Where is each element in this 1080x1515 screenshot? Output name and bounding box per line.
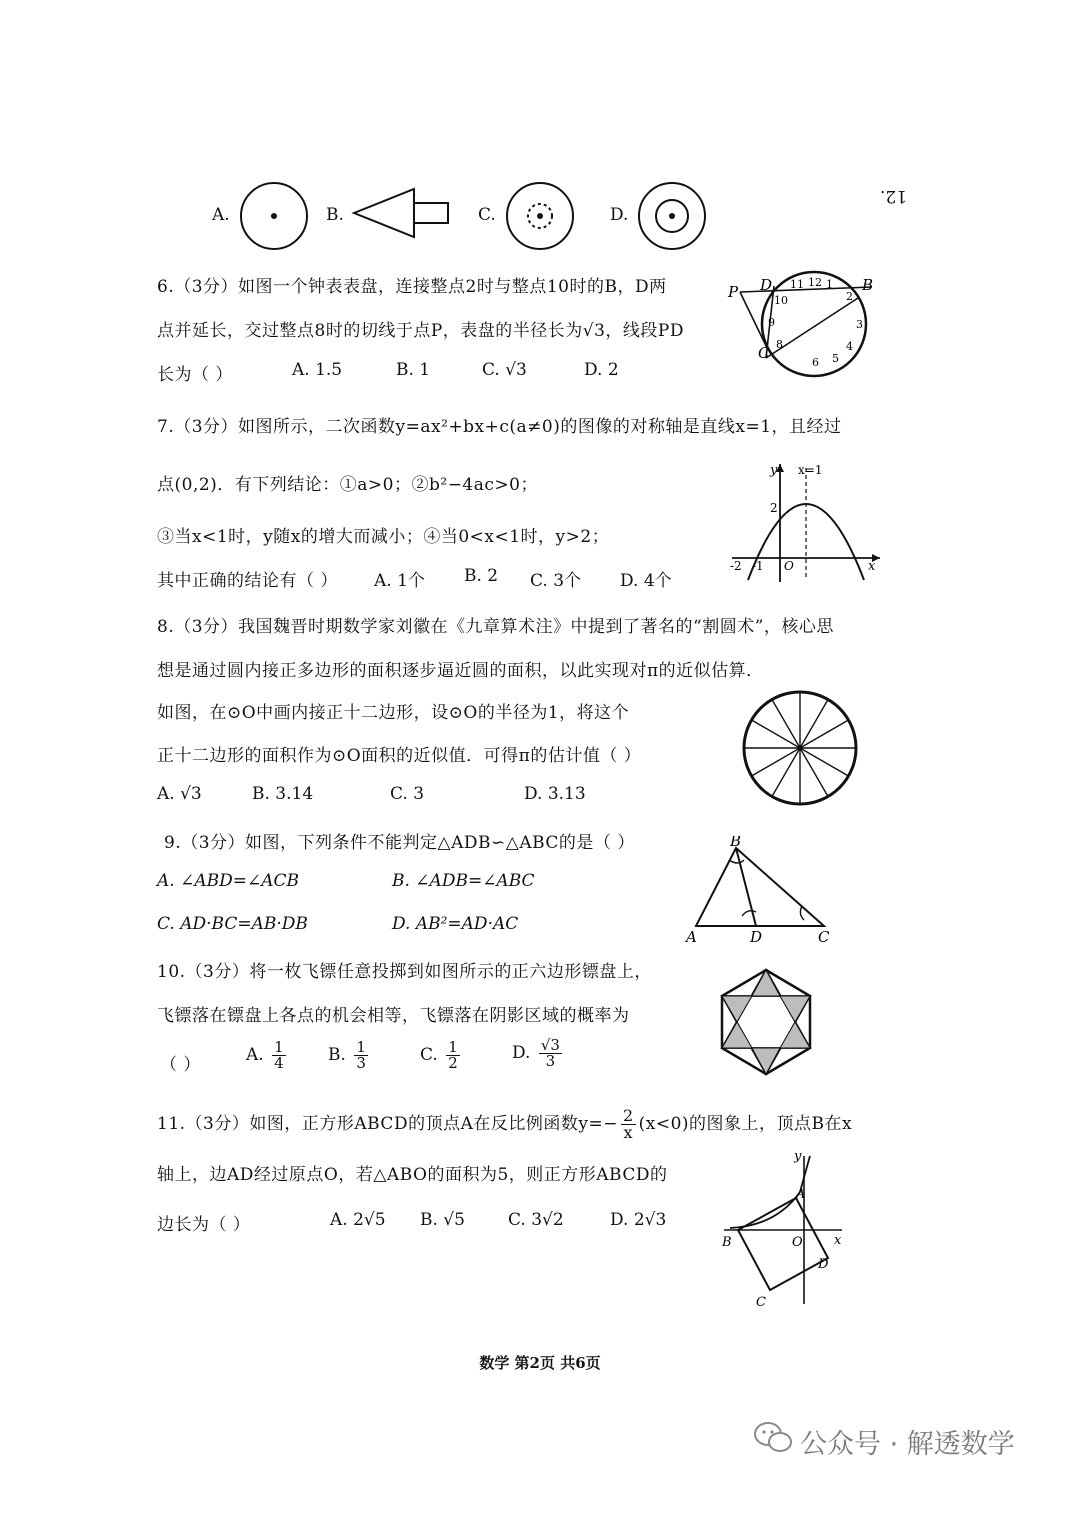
page-mark: 12.: [880, 186, 908, 206]
q6-num-10: 10: [774, 294, 788, 307]
wechat-icon: [752, 1420, 796, 1454]
q9-option-c: C. AD·BC=AB·DB: [157, 914, 308, 934]
option-a-label: A.: [212, 205, 230, 225]
q9-option-b: B. ∠ADB=∠ABC: [392, 871, 535, 891]
q10-stem-end: （ ）: [160, 1055, 201, 1075]
q11-option-b: B. √5: [420, 1210, 465, 1230]
q11-label-a: A: [796, 1187, 806, 1202]
q11-label-o: O: [792, 1235, 803, 1250]
q6-num-11: 11: [790, 278, 804, 291]
q9-label-b: B: [730, 836, 742, 850]
q9-option-a: A. ∠ABD=∠ACB: [157, 871, 299, 891]
q6-num-2: 2: [846, 290, 853, 303]
q7-line4: 其中正确的结论有（ ）: [157, 571, 338, 591]
q6-num-9: 9: [768, 316, 775, 329]
option-a-figure: [238, 180, 310, 252]
q8-option-a: A. √3: [157, 784, 202, 804]
q10-hexagon-figure: [716, 966, 816, 1078]
q11-line3: 边长为（ ）: [157, 1215, 251, 1235]
q10-line1: 10.（3分）将一枚飞镖任意投掷到如图所示的正六边形镖盘上，: [157, 962, 652, 982]
q8-line2: 想是通过圆内接正多边形的面积逐步逼近圆的面积，以此实现对π的近似估算．: [157, 661, 764, 681]
q8-line4: 正十二边形的面积作为⊙O面积的近似值．可得π的估计值（ ）: [157, 746, 642, 766]
q10-option-b: B. $\frac{1}{3}$: [328, 1038, 366, 1072]
q9-triangle-figure: [684, 836, 834, 946]
q8-option-c: C. 3: [390, 784, 425, 804]
q6-clock-figure: [726, 262, 876, 382]
q11-label-b: B: [722, 1235, 732, 1250]
q7-line2: 点(0,2)．有下列结论：①a>0；②b²−4ac>0；: [157, 475, 538, 495]
q9-line1: 9.（3分）如图，下列条件不能判定△ADB∽△ABC的是（ ）: [164, 833, 635, 853]
q6-option-a: A. 1.5: [292, 360, 343, 380]
q6-num-8: 8: [776, 338, 783, 351]
q11-label-x: x: [834, 1233, 842, 1248]
q7-label-axis: x=1: [798, 463, 823, 477]
q6-label-d: D: [760, 276, 773, 294]
q6-num-1: 1: [826, 278, 833, 291]
q7-label-x: x: [868, 559, 876, 574]
q7-option-b: B. 2: [464, 566, 499, 586]
q6-num-6: 6: [812, 356, 819, 369]
option-d-label: D.: [610, 205, 629, 225]
q9-label-c: C: [818, 928, 830, 946]
q6-label-p: P: [728, 283, 739, 301]
page-footer: 数学 第2页 共6页: [479, 1354, 601, 1372]
q7-label-m2: -2: [730, 559, 742, 573]
q6-option-b: B. 1: [396, 360, 431, 380]
q7-label-o: O: [784, 559, 794, 573]
q6-stem-end: 长为（ ）: [157, 365, 233, 385]
option-b-label: B.: [326, 205, 344, 225]
q7-line1: 7.（3分）如图所示，二次函数y=ax²+bx+c(a≠0)的图像的对称轴是直线x=1，且经过: [157, 417, 842, 437]
q10-option-c: C. $\frac{1}{2}$: [420, 1038, 458, 1072]
q7-line3: ③当x<1时，y随x的增大而减小；④当0<x<1时，y>2；: [157, 527, 610, 547]
q6-num-4: 4: [846, 340, 853, 353]
q9-label-d: D: [750, 928, 763, 946]
q9-label-a: A: [686, 928, 697, 946]
q8-dodecagon-figure: [740, 688, 860, 808]
q6-line1: 6.（3分）如图一个钟表表盘，连接整点2时与整点10时的B，D两: [157, 277, 667, 297]
q8-line3: 如图，在⊙O中画内接正十二边形，设⊙O的半径为1，将这个: [157, 703, 630, 723]
q11-line1: 11.（3分）如图，正方形ABCD的顶点A在反比例函数y=− $\frac{2}{x}$ (x<0)的图象上，顶点B在x: [157, 1106, 853, 1142]
q11-line2: 轴上，边AD经过原点O，若△ABO的面积为5，则正方形ABCD的: [157, 1165, 668, 1185]
q10-line2: 飞镖落在镖盘上各点的机会相等，飞镖落在阴影区域的概率为: [157, 1006, 630, 1026]
q6-num-12: 12: [808, 276, 822, 289]
q11-label-y: y: [794, 1150, 802, 1164]
watermark: 公众号 · 解透数学: [800, 1429, 1015, 1460]
q7-option-c: C. 3个: [530, 571, 582, 591]
option-d-figure: [636, 180, 708, 252]
q6-num-3: 3: [856, 318, 863, 331]
q7-label-y: y: [770, 463, 778, 478]
q10-option-a: A. $\frac{1}{4}$: [246, 1038, 284, 1072]
q11-square-figure: [716, 1150, 846, 1310]
q8-option-d: D. 3.13: [524, 784, 586, 804]
q6-label-b: B: [862, 276, 874, 294]
q7-option-d: D. 4个: [620, 571, 672, 591]
q6-option-d: D. 2: [584, 360, 619, 380]
q8-option-b: B. 3.14: [252, 784, 314, 804]
q11-option-c: C. 3√2: [508, 1210, 564, 1230]
q6-option-c: C. √3: [482, 360, 527, 380]
q6-line2: 点并延长，交过整点8时的切线于点P，表盘的半径长为√3，线段PD: [157, 321, 684, 341]
option-b-figure: [350, 183, 455, 243]
q8-line1: 8.（3分）我国魏晋时期数学家刘徽在《九章算术注》中提到了著名的“割圆术”，核心思: [157, 617, 834, 637]
q9-option-d: D. AB²=AD·AC: [392, 914, 519, 934]
q7-parabola-figure: [728, 458, 888, 588]
q6-num-5: 5: [832, 352, 839, 365]
q11-option-a: A. 2√5: [330, 1210, 386, 1230]
q11-option-d: D. 2√3: [610, 1210, 667, 1230]
q7-label-m1: -1: [752, 559, 764, 573]
q6-label-c: C: [758, 344, 770, 362]
option-c-label: C.: [478, 205, 496, 225]
q11-label-d: D: [818, 1257, 829, 1272]
q7-option-a: A. 1个: [374, 571, 425, 591]
q11-label-c: C: [756, 1295, 766, 1310]
option-c-figure: [504, 180, 576, 252]
q7-label-two: 2: [770, 501, 778, 515]
q10-option-d: D. $\frac{√3}{3}$: [512, 1036, 560, 1070]
